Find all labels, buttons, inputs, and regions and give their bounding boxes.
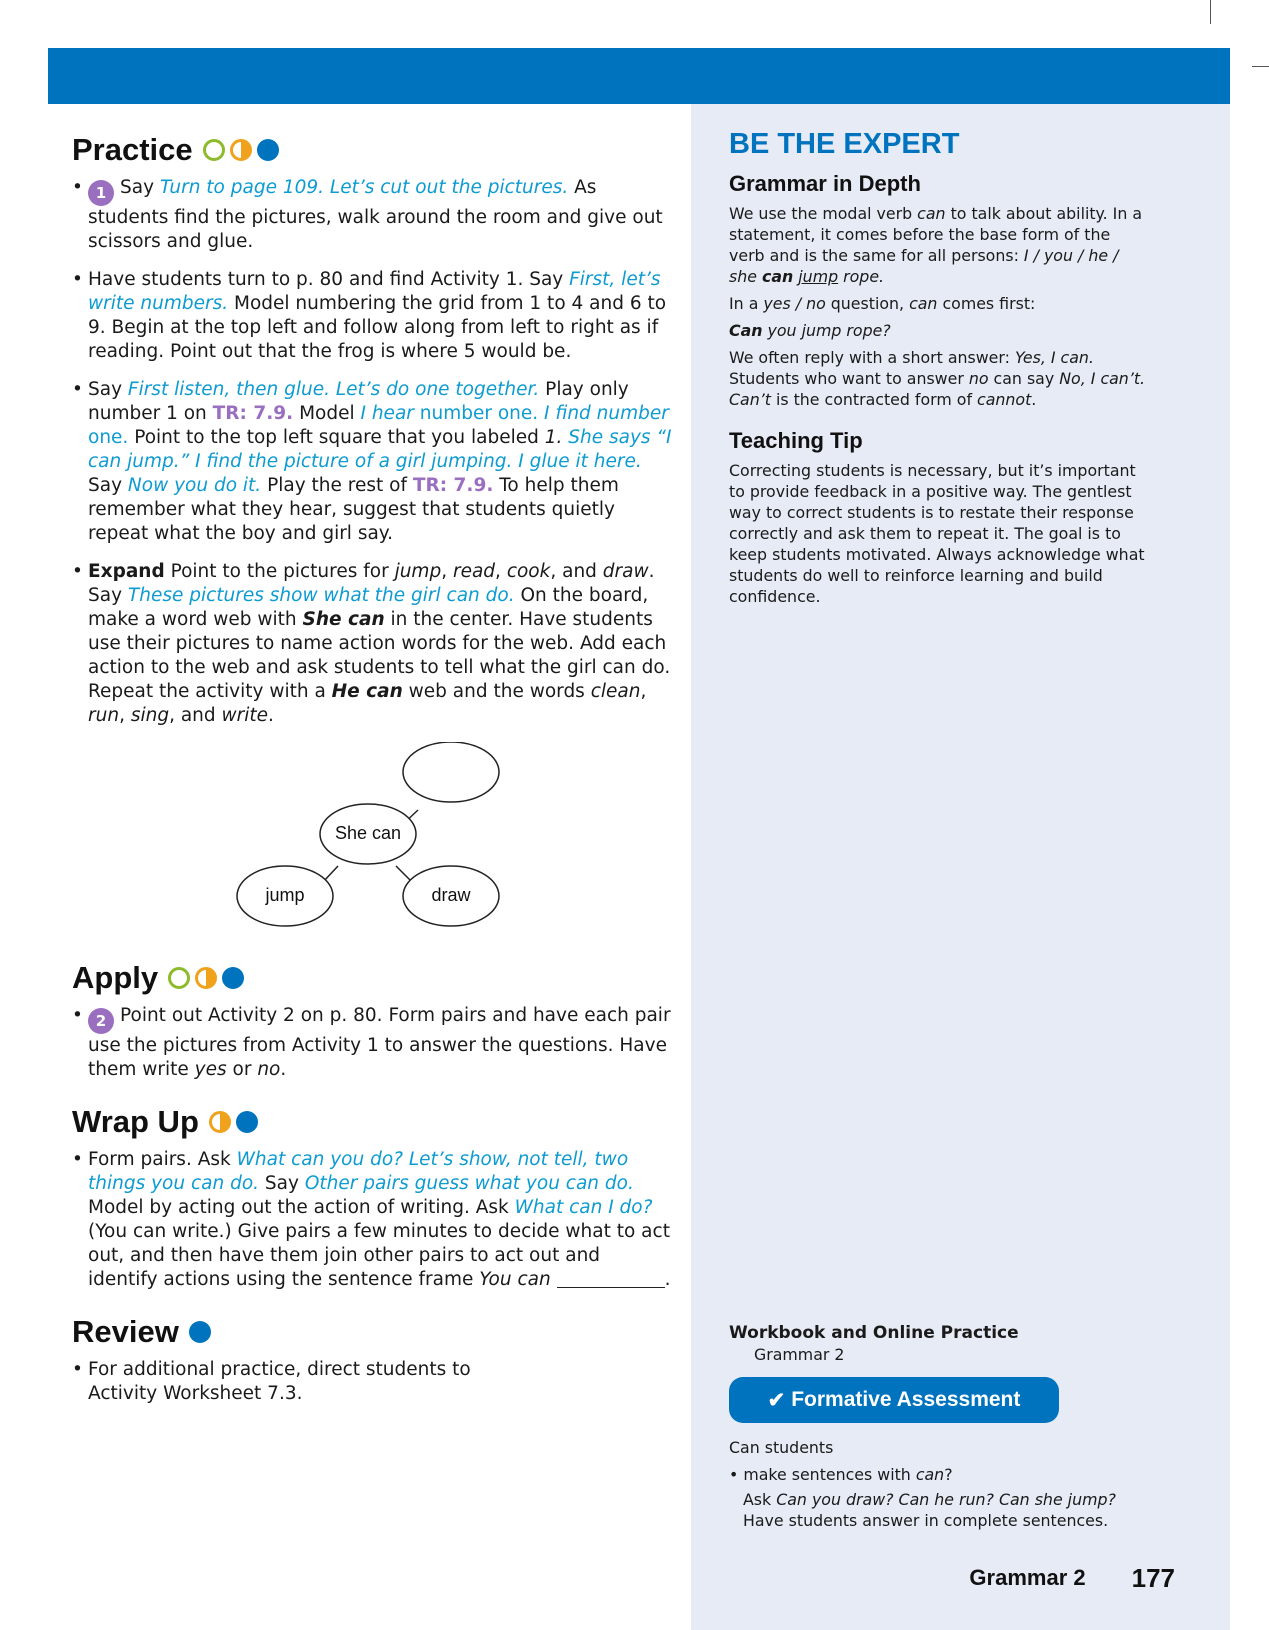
expert-sidebar [729, 128, 1149, 613]
teaching-tip-heading: Teaching Tip [729, 428, 863, 453]
apply-step-2: • 2 Point out Activity 2 on p. 80. Form pairs and have each pair use the pictures from Activity 1 to answer the questions. Have them write yes or no. [72, 1004, 672, 1082]
crop-mark-horizontal [1252, 66, 1269, 67]
practice-heading [72, 128, 672, 172]
advanced-level-icon [257, 139, 279, 161]
formative-assessment-body [729, 1437, 1149, 1531]
web-connector-right [396, 866, 412, 882]
intermediate-level-icon [230, 139, 252, 161]
advanced-level-icon [222, 967, 244, 989]
practice-step-expand: • Expand Point to the pictures for jump, read, cook, and draw. Say These pictures show what the girl can do. On the board, make a word web with She can in the center. Have students use their pictures to name action words for the web. Add each action to the web and ask students to tell what the girl can do. Repeat the activity with a He can web and the words clean, run, sing, and write. [72, 560, 672, 728]
grammar-paragraph-2: In a yes / no question, can comes first: [729, 294, 1036, 313]
wrap-up-title: Wrap Up [72, 1104, 199, 1139]
activity-1-badge: 1 [88, 180, 114, 206]
beginner-level-icon [203, 139, 225, 161]
grammar-example: Can you jump rope? [729, 321, 891, 340]
be-the-expert-title: BE THE EXPERT [729, 128, 960, 160]
formative-assessment-banner [729, 1377, 1059, 1423]
review-list [72, 1358, 542, 1406]
word-web-diagram [72, 742, 672, 942]
header-band [48, 48, 1230, 104]
lesson-column [72, 128, 672, 1420]
track-reference: TR: 7.9. [212, 403, 294, 424]
review-step: • For additional practice, direct students to Activity Worksheet 7.3. [72, 1358, 542, 1406]
web-node-top [403, 742, 499, 802]
beginner-level-icon [168, 967, 190, 989]
practice-step-2: • Have students turn to p. 80 and find Activity 1. Say First, let’s write numbers. Model numbering the grid from 1 to 4 and 6 to 9. Begin at the top left and follow along from left to right as if reading. Point out that the frog is where 5 would be. [72, 268, 672, 364]
intermediate-level-icon [195, 967, 217, 989]
apply-title: Apply [72, 960, 159, 995]
review-title: Review [72, 1314, 179, 1349]
level-dots [203, 139, 279, 161]
level-dots [209, 1111, 258, 1133]
practice-list [72, 176, 672, 728]
formative-item: • make sentences with can? [729, 1465, 953, 1484]
practice-step-1: • 1 Say Turn to page 109. Let’s cut out the pictures. As students find the pictures, walk around the room and give out scissors and glue. [72, 176, 672, 254]
web-left-label: jump [265, 885, 305, 905]
grammar-in-depth-heading: Grammar in Depth [729, 171, 921, 196]
level-dots [189, 1321, 211, 1343]
advanced-level-icon [236, 1111, 258, 1133]
check-icon: ✔ [767, 1388, 786, 1412]
wrap-up-list [72, 1148, 672, 1292]
grammar-paragraph-1: We use the modal verb can to talk about ability. In a statement, it comes before the base form of the verb and is the same for all persons: I / you / he / she can jump rope. [729, 204, 1143, 286]
activity-2-badge: 2 [88, 1008, 114, 1034]
grammar-paragraph-3: We often reply with a short answer: Yes, I can. Students who want to answer no can say No, I can’t. Can’t is the contracted form of cannot. [729, 348, 1146, 409]
level-dots [168, 967, 244, 989]
track-reference: TR: 7.9. [412, 475, 494, 496]
fill-in-blank [557, 1269, 665, 1288]
formative-intro: Can students [729, 1438, 834, 1457]
intermediate-level-icon [209, 1111, 231, 1133]
practice-title: Practice [72, 132, 193, 167]
workbook-subtitle: Grammar 2 [754, 1345, 845, 1364]
practice-step-3: • Say First listen, then glue. Let’s do one together. Play only number 1 on TR: 7.9. Model I hear number one. I find number one. Point to the top left square that you labeled 1. She says “I can jump.” I find the picture of a girl jumping. I glue it here. Say Now you do it. Play the rest of TR: 7.9. To help them remember what they hear, suggest that students quietly repeat what the boy and girl say. [72, 378, 672, 546]
apply-heading [72, 956, 672, 1000]
page-number: 177 [1131, 1562, 1175, 1593]
web-right-label: draw [431, 885, 471, 905]
workbook-section [729, 1322, 1149, 1531]
web-center-label: She can [334, 823, 402, 843]
expand-label: Expand [88, 561, 165, 582]
teaching-tip-text: Correcting students is necessary, but it’s important to provide feedback in a positive way. The gentlest way to correct students is to restate their response correctly and ask them to repeat it. The goal is to keep students motivated. Always acknowledge what students do well to reinforce learning and build confidence. [729, 461, 1145, 606]
wrap-up-heading [72, 1100, 672, 1144]
crop-mark-vertical [1210, 0, 1211, 24]
advanced-level-icon [189, 1321, 211, 1343]
workbook-title: Workbook and Online Practice [729, 1323, 1019, 1343]
wrap-up-step: • Form pairs. Ask What can you do? Let’s show, not tell, two things you can do. Say Other pairs guess what you can do. Model by acting out the action of writing. Ask What can I do? (You can write.) Give pairs a few minutes to decide what to act out, and then have them join other pairs to act out and identify actions using the sentence frame You can . [72, 1148, 672, 1292]
page-footer [925, 1560, 1175, 1596]
apply-list [72, 1004, 672, 1082]
review-heading [72, 1310, 672, 1354]
footer-section-name: Grammar 2 [969, 1565, 1086, 1590]
formative-assessment-label: Formative Assessment [791, 1388, 1021, 1411]
formative-ask: Ask Can you draw? Can he run? Can she jump? Have students answer in complete sentences. [743, 1490, 1116, 1530]
